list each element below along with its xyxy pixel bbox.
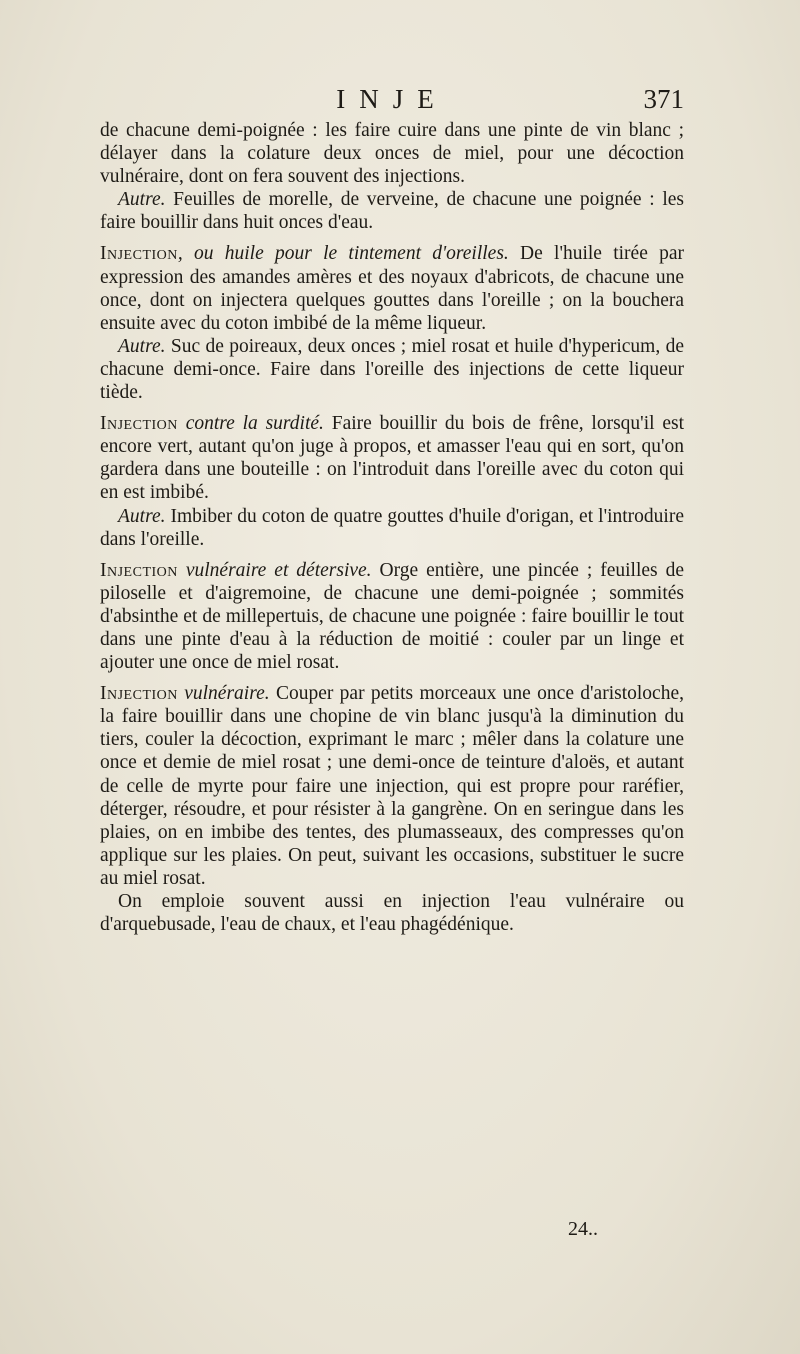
paragraph-lead-italic: Autre. xyxy=(118,335,166,357)
paragraph-text: Suc de poireaux, deux onces ; miel rosat et huile d'hypericum, de chacune demi-once. Faire dans l'oreille des injections de cette liqueur tiède. xyxy=(100,335,684,404)
paragraph-text: Couper par petits morceaux une once d'aristoloche, la faire bouillir dans une chopine de vin blanc jusqu'à la diminution du tiers, couler la décoction, exprimant le marc ; mêler dans la colature une once et demie de miel rosat ; une demi-once de teinture d'aloës, et autant de celle de myrte pour faire une injection, qui est propre pour raréfier, déterger, résoudre, et pour résister à la gangrène. On en seringue dans les plaies, on en imbibe des tentes, des plumasseaux, des compresses qu'on applique sur les plaies. On peut, suivant les occasions, substituer le sucre au miel rosat. xyxy=(100,683,684,889)
body-text xyxy=(100,119,684,936)
entry-heading: Injection xyxy=(100,413,178,435)
paragraph xyxy=(100,682,684,890)
paragraph xyxy=(100,188,684,234)
paragraph-text: Orge entière, une pincée ; feuilles de piloselle et d'aigremoine, de chacune une demi-poignée ; sommités d'absinthe et de millepertuis, de chacune une poignée : faire bouillir le tout dans une pinte d'eau à la réduction de moitié : couler par un linge et ajouter une once de miel rosat. xyxy=(100,559,684,674)
entry-heading: Injection xyxy=(100,559,178,581)
paragraph-text: Faire bouillir du bois de frêne, lorsqu'il est encore vert, autant qu'on juge à propos, et amasser l'eau qui en sort, qu'on gardera dans une bouteille : on l'introduit dans l'oreille avec du coton qui en est imbibé. xyxy=(100,413,684,504)
page-header xyxy=(100,84,684,124)
paragraph xyxy=(100,505,684,551)
paragraph-text: Imbiber du coton de quatre gouttes d'huile d'origan, et l'introduire dans l'oreille. xyxy=(100,505,684,550)
paragraph-lead-italic: Autre. xyxy=(118,189,166,211)
paragraph-text: On emploie souvent aussi en injection l'eau vulnéraire ou d'arquebusade, l'eau de chaux, et l'eau phagédénique. xyxy=(100,891,684,936)
running-head: INJE xyxy=(336,84,448,114)
paragraph-lead-italic: vulnéraire. xyxy=(177,683,270,705)
entry-heading: Injection xyxy=(100,683,178,705)
paragraph xyxy=(100,242,684,334)
paragraph-lead-italic: Autre. xyxy=(118,505,166,527)
paragraph-text: de chacune demi-poignée : les faire cuire dans une pinte de vin blanc ; délayer dans la colature deux onces de miel, pour une décoction vulnéraire, dont on fera souvent des injections. xyxy=(100,120,684,188)
paragraph xyxy=(100,890,684,936)
paragraph xyxy=(100,335,684,404)
paragraph xyxy=(100,412,684,504)
paragraph xyxy=(100,119,684,188)
entry-heading: Injection xyxy=(100,243,178,265)
paragraph-lead-italic: vulnéraire et détersive. xyxy=(177,559,372,581)
paragraph-text: Feuilles de morelle, de verveine, de chacune une poignée : les faire bouillir dans huit onces d'eau. xyxy=(100,189,684,234)
paragraph-text: De l'huile tirée par expression des amandes amères et des noyaux d'abricots, de chacune une once, dont on injectera quelques gouttes dans l'oreille ; on la bouchera ensuite avec du coton imbibé de la même liqueur. xyxy=(100,243,684,334)
paragraph-lead-italic: , ou huile pour le tintement d'oreilles. xyxy=(177,243,509,265)
page-number: 371 xyxy=(643,84,684,114)
paragraph xyxy=(100,559,684,674)
paragraph-lead-italic: contre la surdité. xyxy=(177,413,324,435)
signature-mark: 24.. xyxy=(568,1218,598,1240)
